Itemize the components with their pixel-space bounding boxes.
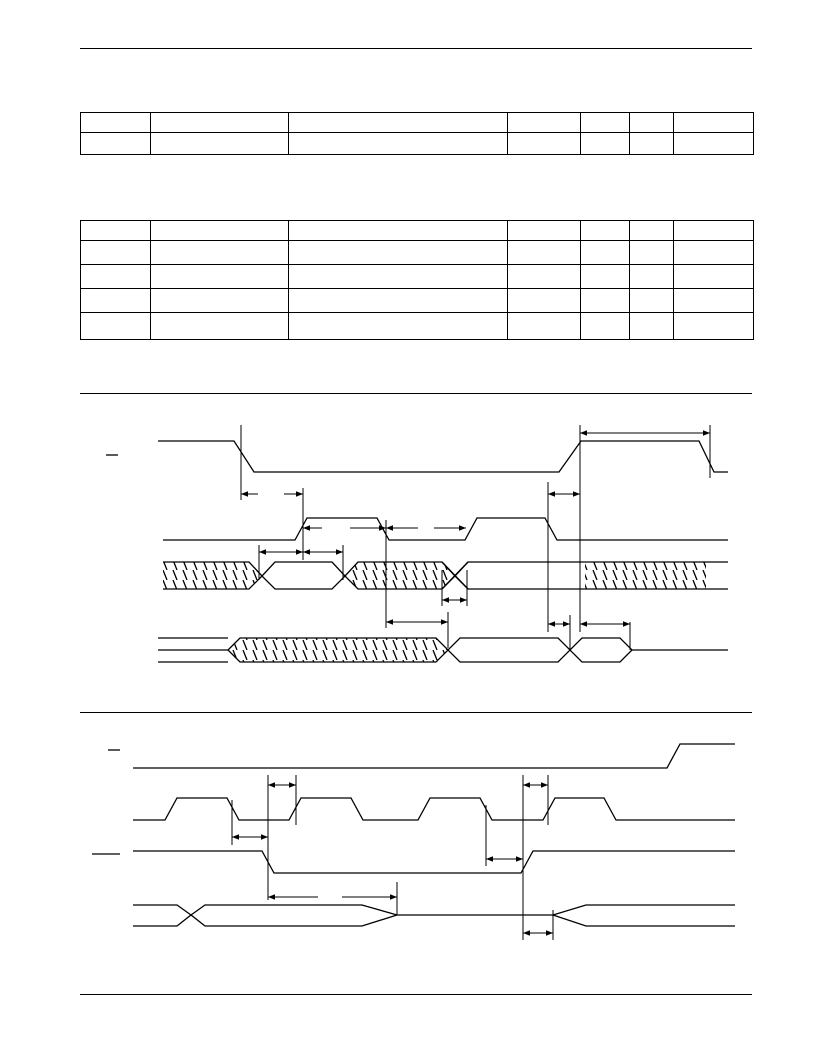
table-cell [289, 289, 508, 313]
table-cell [630, 289, 674, 313]
table-cell [289, 133, 508, 155]
table-cell [630, 113, 674, 133]
table-cell [151, 221, 289, 241]
table-cell [289, 113, 508, 133]
table-row [81, 113, 754, 133]
timing-diagram-1 [0, 400, 816, 700]
table-row [81, 289, 754, 313]
table-cell [81, 241, 151, 265]
table-cell [508, 133, 581, 155]
hatch-region [228, 638, 448, 662]
section-rule-1 [80, 393, 752, 394]
table-row [81, 313, 754, 340]
table-cell [508, 113, 581, 133]
table-cell [81, 113, 151, 133]
bus-data [133, 905, 735, 915]
table-cell [289, 221, 508, 241]
table-row [81, 265, 754, 289]
table-cell [151, 289, 289, 313]
spec-table-1 [80, 112, 754, 155]
table-cell [581, 265, 630, 289]
table-cell [81, 133, 151, 155]
table-cell [674, 289, 754, 313]
table-cell [581, 313, 630, 340]
waveform-enable [133, 851, 735, 873]
table-cell [508, 221, 581, 241]
table-cell [581, 113, 630, 133]
table-cell [674, 265, 754, 289]
table-cell [630, 313, 674, 340]
table-cell [289, 265, 508, 289]
table-cell [581, 289, 630, 313]
table-cell [81, 313, 151, 340]
table-cell [674, 221, 754, 241]
table-cell [674, 313, 754, 340]
spec-table-2 [80, 220, 754, 340]
table-cell [630, 133, 674, 155]
table-cell [630, 265, 674, 289]
table-cell [151, 113, 289, 133]
table-cell [508, 241, 581, 265]
table-cell [630, 241, 674, 265]
table-cell [674, 133, 754, 155]
table-cell [151, 265, 289, 289]
bus-data-lower [133, 915, 735, 926]
table-cell [630, 221, 674, 241]
section-rule-2 [80, 712, 752, 713]
table-row [81, 133, 754, 155]
table-cell [81, 265, 151, 289]
table-cell [581, 221, 630, 241]
waveform-clock [163, 518, 728, 540]
table-cell [81, 221, 151, 241]
hatch-region [585, 562, 706, 589]
waveform-clock [133, 798, 735, 820]
timing-diagram-2 [0, 720, 816, 990]
table-cell [508, 313, 581, 340]
table-cell [508, 265, 581, 289]
table-cell [674, 241, 754, 265]
hatch-region [345, 562, 455, 589]
footer-rule [80, 994, 752, 995]
table-cell [289, 313, 508, 340]
table-cell [81, 289, 151, 313]
table-cell [674, 113, 754, 133]
waveform-select [158, 441, 728, 472]
table-cell [289, 241, 508, 265]
table-cell [581, 241, 630, 265]
header-rule [80, 48, 752, 49]
table-row [81, 221, 754, 241]
table-cell [581, 133, 630, 155]
waveform-select [133, 744, 735, 768]
hatch-region [163, 562, 262, 589]
table-row [81, 241, 754, 265]
table-cell [151, 241, 289, 265]
table-cell [508, 289, 581, 313]
table-cell [151, 313, 289, 340]
table-cell [151, 133, 289, 155]
